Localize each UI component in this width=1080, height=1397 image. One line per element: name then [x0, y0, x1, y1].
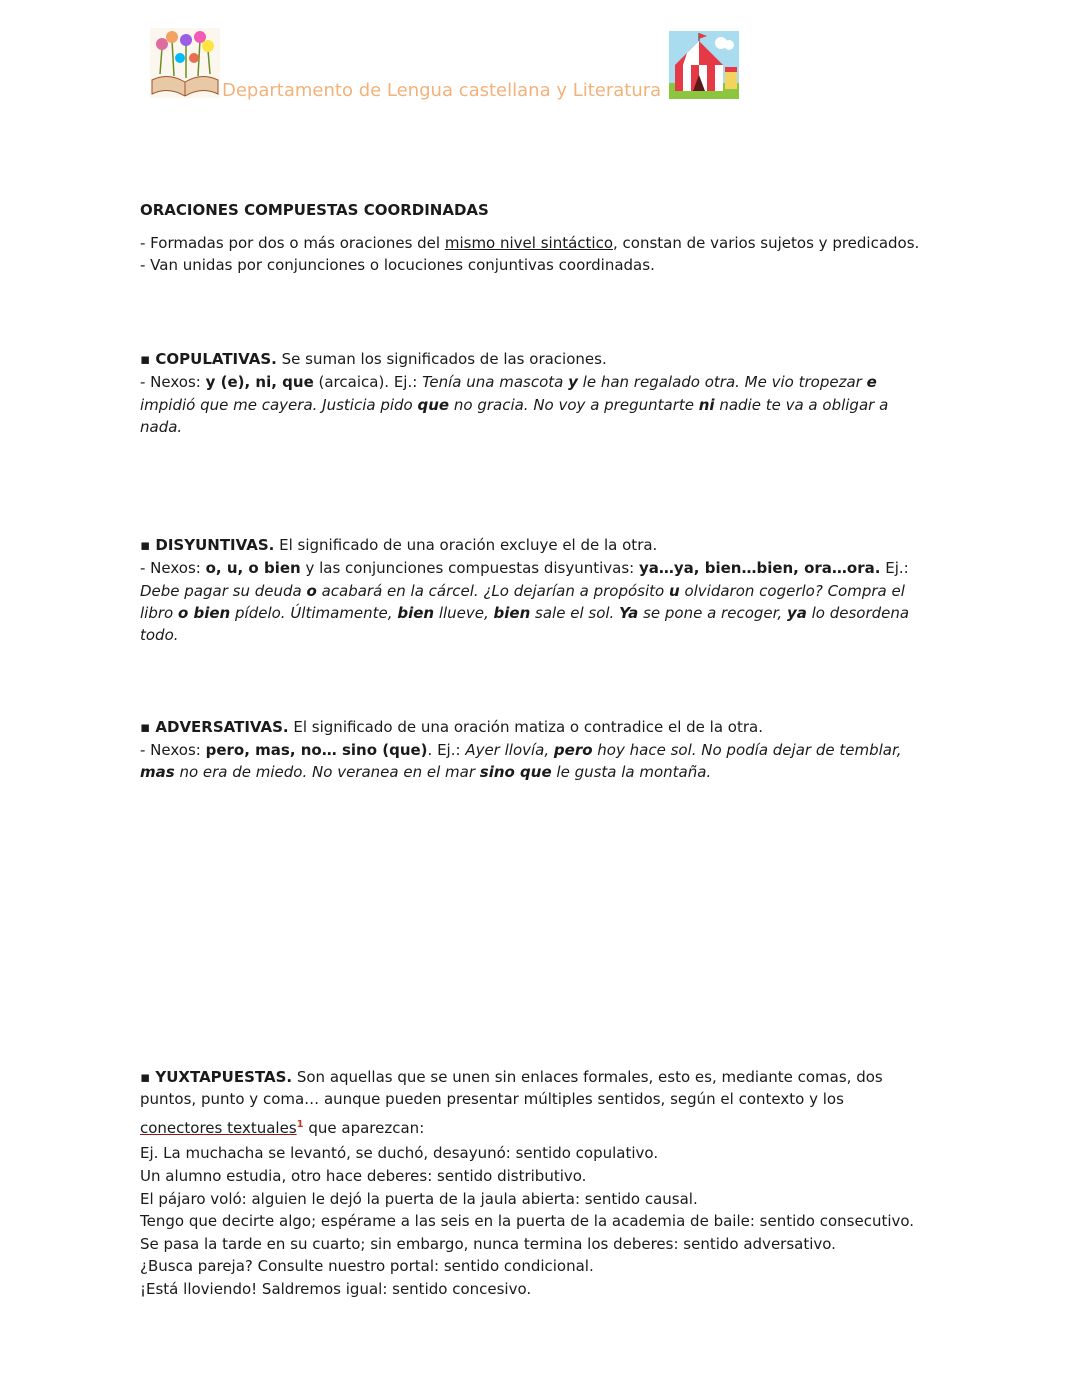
copulativas-heading: ▪ COPULATIVAS. Se suman los significados de las oraciones. — [140, 350, 607, 368]
footnote-marker[interactable]: 1 — [296, 1119, 304, 1130]
disyuntivas-example-2: libro o bien pídelo. Últimamente, bien llueve, bien sale el sol. Ya se pone a recoger, ya lo desordena — [140, 604, 910, 622]
disyuntivas-heading: ▪ DISYUNTIVAS. El significado de una oración excluye el de la otra. — [140, 536, 658, 554]
yuxtapuestas-example: El pájaro voló: alguien le dejó la puerta de la jaula abierta: sentido causal. — [140, 1190, 698, 1208]
circus-tent-icon — [669, 31, 739, 99]
conectores-textuales-link[interactable]: conectores textuales — [140, 1119, 297, 1137]
adversativas-heading: ▪ ADVERSATIVAS. El significado de una oración matiza o contradice el de la otra. — [140, 718, 763, 736]
yuxtapuestas-line-3: conectores textuales$^1$ que aparezcan: — [140, 1119, 425, 1137]
yuxtapuestas-example: Un alumno estudia, otro hace deberes: sentido distributivo. — [140, 1167, 587, 1185]
page-title: ORACIONES COMPUESTAS COORDINADAS — [140, 201, 489, 219]
yuxtapuestas-example: Se pasa la tarde en su cuarto; sin embargo, nunca termina los deberes: sentido adversativo. — [140, 1235, 836, 1253]
yuxtapuestas-example: ¿Busca pareja? Consulte nuestro portal: sentido condicional. — [140, 1257, 594, 1275]
adversativas-example-2: mas no era de miedo. No veranea en el mar sino que le gusta la montaña. — [140, 763, 712, 781]
intro-line-1: - Formadas por dos o más oraciones del mismo nivel sintáctico, constan de varios sujetos y predicados. — [140, 234, 920, 252]
yuxtapuestas-heading: ▪ YUXTAPUESTAS. Son aquellas que se unen sin enlaces formales, esto es, mediante comas, dos — [140, 1068, 883, 1086]
yuxtapuestas-example: ¡Está lloviendo! Saldremos igual: sentido concesivo. — [140, 1280, 532, 1298]
adversativas-nexos: - Nexos: pero, mas, no… sino (que). Ej.: Ayer llovía, pero hoy hace sol. No podía dejar de temblar, — [140, 741, 902, 759]
disyuntivas-example-1: Debe pagar su deuda o acabará en la cárcel. ¿Lo dejarían a propósito u olvidaron cogerlo? Compra el — [140, 582, 905, 600]
yuxtapuestas-line-2: puntos, punto y coma… aunque pueden presentar múltiples sentidos, según el contexto y los — [140, 1090, 844, 1108]
disyuntivas-example-3: todo. — [140, 626, 179, 644]
department-title: Departamento de Lengua castellana y Literatura — [222, 80, 662, 101]
copulativas-nexos: - Nexos: y (e), ni, que (arcaica). Ej.: Tenía una mascota y le han regalado otra. Me vio tropezar e — [140, 373, 877, 391]
copulativas-example-3: nada. — [140, 418, 183, 436]
copulativas-example-2: impidió que me cayera. Justicia pido que no gracia. No voy a preguntarte ni nadie te va a obligar a — [140, 396, 889, 414]
yuxtapuestas-example: Tengo que decirte algo; espérame a las seis en la puerta de la academia de baile: sentido consecutivo. — [140, 1212, 915, 1230]
intro-line-2: - Van unidas por conjunciones o locuciones conjuntivas coordinadas. — [140, 256, 655, 274]
yuxtapuestas-example: Ej. La muchacha se levantó, se duchó, desayunó: sentido copulativo. — [140, 1144, 659, 1162]
disyuntivas-nexos: - Nexos: o, u, o bien y las conjunciones compuestas disyuntivas: ya…ya, bien…bien, ora…ora. Ej.: — [140, 559, 909, 577]
books-alphabet-icon — [150, 28, 220, 98]
